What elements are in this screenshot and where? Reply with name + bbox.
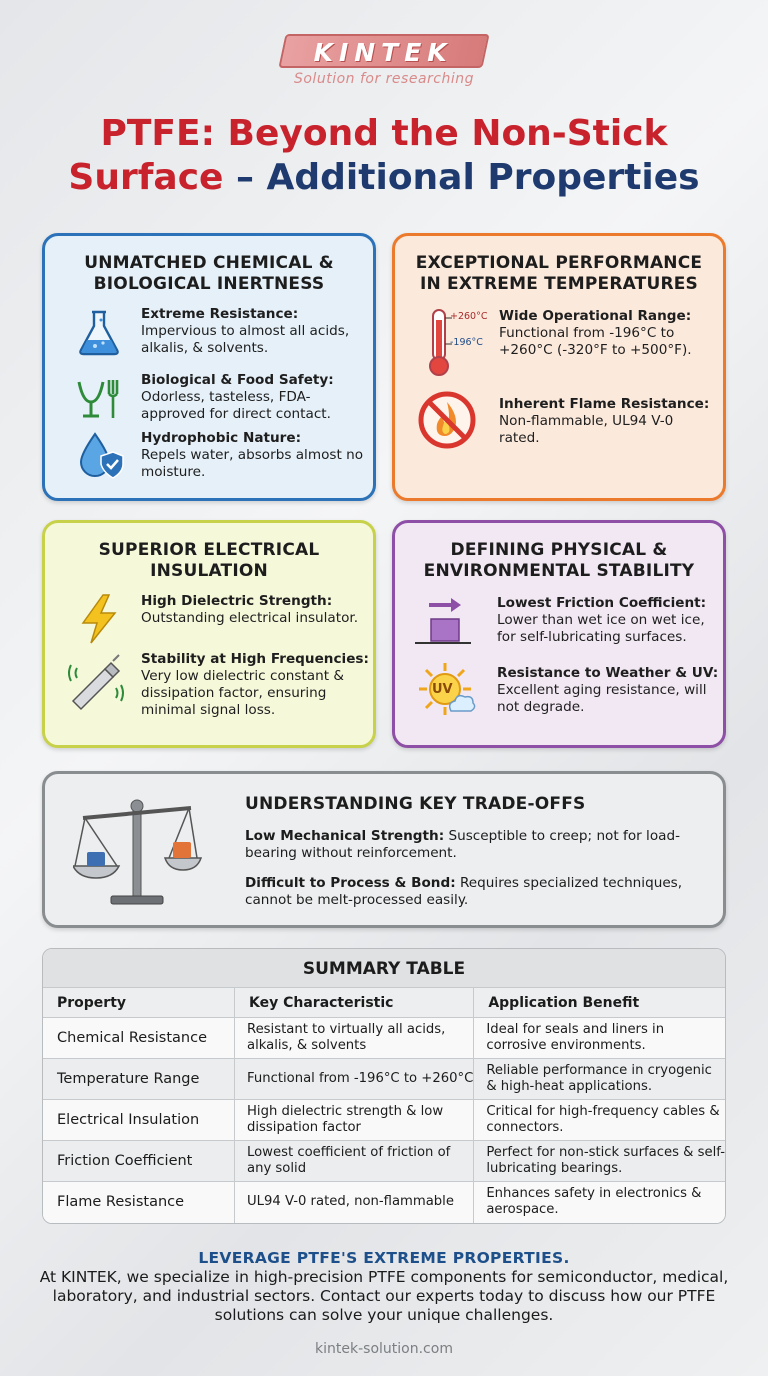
item-desc: Impervious to almost all acids, alkalis, & solvents. [141, 323, 350, 356]
item-desc: Lower than wet ice on wet ice, for self-lubricating surfaces. [497, 612, 705, 645]
item-desc: Repels water, absorbs almost no moisture. [141, 447, 364, 480]
item-title: Hydrophobic Nature: [141, 430, 302, 446]
column-header: Application Benefit [474, 988, 725, 1018]
item-text [141, 651, 377, 719]
flask-icon [73, 306, 125, 358]
footer-url[interactable]: kintek-solution.com [315, 1341, 453, 1357]
cta-heading: LEVERAGE PTFE'S EXTREME PROPERTIES. [198, 1249, 570, 1267]
table-cell: Resistant to virtually all acids, alkalis, & solvents [235, 1018, 474, 1059]
fork-knife-icon [73, 372, 125, 424]
table-cell: Flame Resistance [43, 1182, 235, 1223]
card-electrical-insulation [42, 520, 376, 748]
tradeoff-title: Difficult to Process & Bond: [245, 875, 456, 891]
table-row [43, 1059, 725, 1100]
item-hydrophobic [73, 430, 373, 482]
item-operational-range [425, 308, 725, 378]
card-physical-stability [392, 520, 726, 748]
item-title: Biological & Food Safety: [141, 372, 334, 388]
summary-table-title: SUMMARY TABLE [43, 949, 725, 987]
logo-text: KINTEK [314, 38, 454, 67]
tradeoffs-heading: UNDERSTANDING KEY TRADE-OFFS [245, 794, 586, 814]
page-title [0, 112, 768, 200]
item-desc: Excellent aging resistance, will not degrade. [497, 682, 707, 715]
item-desc: Very low dielectric constant & dissipation factor, ensuring minimal signal loss. [141, 668, 344, 718]
item-text [141, 430, 366, 481]
item-desc: Functional from -196°C to +260°C (-320°F to +500°F). [499, 325, 692, 358]
table-cell: Electrical Insulation [43, 1100, 235, 1141]
table-cell: Friction Coefficient [43, 1141, 235, 1182]
brand-logo [278, 34, 490, 87]
lightning-icon [73, 593, 125, 645]
item-dielectric-strength [73, 593, 373, 645]
table-cell: Ideal for seals and liners in corrosive environments. [474, 1018, 725, 1059]
card-heading: SUPERIOR ELECTRICAL INSULATION [98, 540, 320, 581]
tradeoff-mechanical-strength [245, 828, 705, 862]
no-fire-icon [417, 390, 477, 450]
summary-table-grid [43, 987, 725, 1223]
cable-signal-icon [67, 651, 129, 713]
table-cell: UL94 V-0 rated, non-flammable [235, 1182, 474, 1223]
item-text [497, 665, 722, 716]
water-drop-shield-icon [73, 430, 125, 482]
tradeoff-desc: Susceptible to creep; not for load-bearing without reinforcement. [245, 828, 681, 861]
table-cell: Lowest coefficient of friction of any solid [235, 1141, 474, 1182]
table-cell: High dielectric strength & low dissipation factor [235, 1100, 474, 1141]
sliding-block-icon [413, 595, 473, 651]
logo-tagline: Solution for researching [293, 71, 474, 87]
summary-table [42, 948, 726, 1224]
table-cell: Enhances safety in electronics & aerospace. [474, 1182, 725, 1223]
balance-scale-icon [73, 792, 203, 910]
item-title: Wide Operational Range: [499, 308, 692, 324]
title-additional: Additional Properties [266, 157, 700, 198]
title-line-1: PTFE: Beyond the Non-Stick [100, 113, 668, 154]
item-text [497, 595, 719, 646]
item-text [141, 372, 366, 423]
item-title: Stability at High Frequencies: [141, 651, 369, 667]
item-title: Inherent Flame Resistance: [499, 396, 710, 412]
item-flame-resistance [417, 390, 717, 450]
card-trade-offs [42, 771, 726, 928]
item-high-frequencies [67, 651, 377, 721]
cta-body: At KINTEK, we specialize in high-precision PTFE components for semiconductor, medical, laboratory, and industrial sectors. Contact our experts today to discuss how our PTFE solutions can solve your unique challenges. [39, 1268, 729, 1324]
table-row [43, 1100, 725, 1141]
table-cell: Temperature Range [43, 1059, 235, 1100]
table-cell: Functional from -196°C to +260°C [235, 1059, 474, 1100]
column-header: Key Characteristic [235, 988, 474, 1018]
logo-badge [278, 34, 489, 68]
item-food-safety [73, 372, 373, 424]
item-extreme-resistance [73, 306, 373, 358]
item-title: Extreme Resistance: [141, 306, 299, 322]
table-header-row [43, 988, 725, 1018]
table-cell: Chemical Resistance [43, 1018, 235, 1059]
item-desc: Odorless, tasteless, FDA-approved for direct contact. [141, 389, 331, 422]
item-title: Resistance to Weather & UV: [497, 665, 719, 681]
tradeoff-process-bond [245, 875, 705, 909]
call-to-action [0, 1249, 768, 1325]
uv-label: UV [432, 682, 453, 697]
table-row [43, 1141, 725, 1182]
card-heading: UNMATCHED CHEMICAL & BIOLOGICAL INERTNESS [84, 253, 334, 294]
tradeoff-desc: Requires specialized techniques, cannot be melt-processed easily. [245, 875, 683, 908]
table-cell: Reliable performance in cryogenic & high-heat applications. [474, 1059, 725, 1100]
thermo-low-label: -196°C [450, 337, 483, 348]
tradeoff-title: Low Mechanical Strength: [245, 828, 445, 844]
item-friction-coefficient [413, 595, 723, 651]
item-text [141, 306, 366, 357]
item-title: Lowest Friction Coefficient: [497, 595, 707, 611]
title-dash: – [223, 157, 267, 198]
table-row [43, 1182, 725, 1223]
item-desc: Non-flammable, UL94 V-0 rated. [499, 413, 674, 446]
card-extreme-temperatures [392, 233, 726, 501]
item-weather-uv [417, 661, 727, 721]
title-surface: Surface [68, 157, 224, 198]
column-header: Property [43, 988, 235, 1018]
card-heading: DEFINING PHYSICAL & ENVIRONMENTAL STABILITY [423, 540, 695, 581]
item-text [499, 396, 714, 447]
item-desc: Outstanding electrical insulator. [141, 610, 359, 626]
table-cell: Perfect for non-stick surfaces & self-lubricating bearings. [474, 1141, 725, 1182]
card-chemical-inertness [42, 233, 376, 501]
table-row [43, 1018, 725, 1059]
item-text [499, 308, 714, 359]
item-title: High Dielectric Strength: [141, 593, 333, 609]
card-heading: EXCEPTIONAL PERFORMANCE IN EXTREME TEMPERATURES [415, 253, 703, 294]
item-text [141, 593, 366, 627]
thermo-high-label: +260°C [450, 311, 488, 322]
table-cell: Critical for high-frequency cables & connectors. [474, 1100, 725, 1141]
